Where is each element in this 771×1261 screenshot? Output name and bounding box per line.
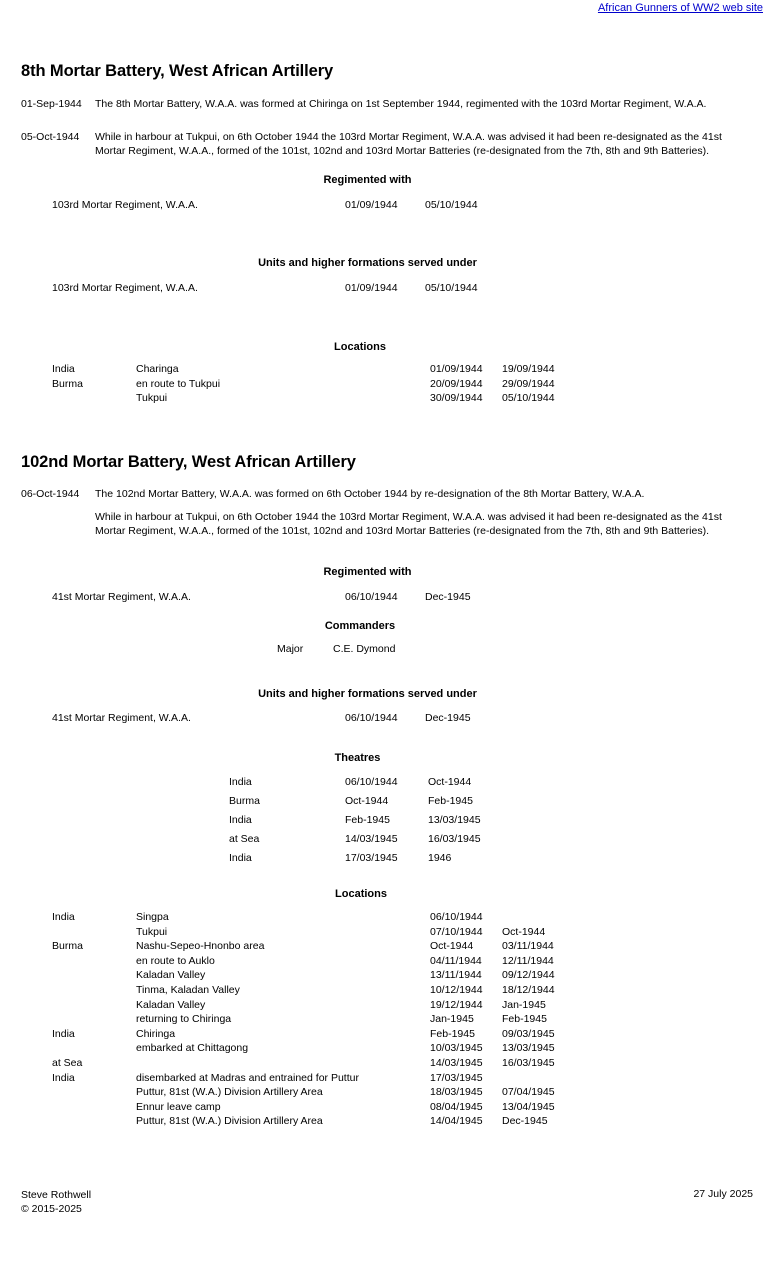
table-row — [0, 795, 771, 814]
to-date: 09/12/1944 — [502, 969, 555, 982]
event-date: 01-Sep-1944 — [21, 98, 82, 110]
commanders-table-unit-2 — [0, 643, 771, 658]
from-date: 10/12/1944 — [430, 983, 483, 996]
commander-rank: Major — [277, 643, 304, 655]
table-row — [0, 378, 771, 393]
location-place: en route to Tukpui — [136, 377, 221, 390]
page-title-unit-1: 8th Mortar Battery, West African Artillery — [21, 62, 334, 80]
from-date: 14/04/1945 — [430, 1115, 483, 1128]
theatre-name: Burma — [229, 795, 260, 807]
from-date: 17/03/1945 — [345, 852, 398, 864]
to-date: Oct-1944 — [502, 925, 546, 938]
to-date: 05/10/1944 — [425, 199, 478, 211]
to-date: 05/10/1944 — [502, 392, 555, 405]
to-date: 12/11/1944 — [502, 954, 554, 967]
location-country: at Sea — [52, 1056, 83, 1069]
event-text: While in harbour at Tukpui, on 6th October 1944 the 103rd Mortar Regiment, W.A.A. was advised it had been re-designated as the 41st Mortar Regiment, W.A.A., formed of the 101st, 102nd and 103rd Mortar Batteries (re-designated from the 7th, 8th and 9th Batteries). — [95, 511, 722, 537]
section-heading-theatres: Theatres — [334, 752, 381, 764]
unit-name: 103rd Mortar Regiment, W.A.A. — [52, 282, 198, 294]
site-link-bar — [598, 2, 763, 14]
theatre-name: India — [229, 852, 252, 864]
table-row — [0, 814, 771, 833]
table-row — [0, 1115, 771, 1130]
to-date: 1946 — [428, 852, 452, 864]
section-heading-served-under: Units and higher formations served under — [258, 688, 477, 700]
table-row — [0, 282, 771, 297]
table-row — [0, 1028, 771, 1043]
section-heading-served-under: Units and higher formations served under — [258, 257, 477, 269]
from-date: 30/09/1944 — [430, 392, 483, 405]
table-row — [0, 969, 771, 984]
from-date: 08/04/1945 — [430, 1100, 483, 1113]
african-gunners-site-link[interactable]: African Gunners of WW2 web site — [597, 2, 763, 14]
footer-author-block — [21, 1188, 91, 1216]
event-date: 06-Oct-1944 — [21, 488, 80, 500]
location-place: Nashu-Sepeo-Hnonbo area — [136, 940, 265, 953]
to-date: 13/04/1945 — [502, 1100, 555, 1113]
footer-copyright: © 2015-2025 — [21, 1203, 82, 1215]
to-date: Oct-1944 — [428, 776, 472, 788]
from-date: Oct-1944 — [430, 940, 474, 953]
to-date: Feb-1945 — [428, 795, 473, 807]
location-place: returning to Chiringa — [136, 1013, 232, 1026]
table-row — [0, 1013, 771, 1028]
to-date: Dec-1945 — [425, 712, 471, 724]
from-date: 14/03/1945 — [345, 833, 398, 845]
to-date: Feb-1945 — [502, 1013, 547, 1026]
to-date: 07/04/1945 — [502, 1086, 555, 1099]
location-place: Tinma, Kaladan Valley — [136, 983, 240, 996]
section-heading-locations: Locations — [335, 888, 387, 900]
section-heading-locations: Locations — [334, 341, 386, 353]
event-text: The 8th Mortar Battery, W.A.A. was formed at Chiringa on 1st September 1944, regimented with the 103rd Mortar Regiment, W.A.A. — [95, 98, 707, 110]
to-date: 03/11/1944 — [502, 940, 554, 953]
from-date: 01/09/1944 — [430, 363, 483, 375]
table-row — [0, 833, 771, 852]
location-country: India — [52, 363, 75, 375]
footer-author: Steve Rothwell — [21, 1189, 92, 1201]
section-heading-commanders: Commanders — [324, 620, 396, 632]
table-row — [0, 591, 771, 606]
location-place: embarked at Chittagong — [136, 1042, 249, 1055]
to-date: Dec-1945 — [502, 1115, 548, 1128]
theatre-name: at Sea — [229, 833, 260, 845]
unit-name: 103rd Mortar Regiment, W.A.A. — [52, 199, 198, 211]
event-date: 05-Oct-1944 — [21, 131, 80, 143]
table-row — [0, 1057, 771, 1072]
to-date: Jan-1945 — [502, 998, 546, 1011]
from-date: Jan-1945 — [430, 1013, 474, 1026]
table-row — [0, 643, 771, 658]
from-date: 01/09/1944 — [345, 282, 398, 294]
page-title-unit-2: 102nd Mortar Battery, West African Artillery — [21, 453, 356, 471]
table-row — [0, 199, 771, 214]
from-date: 19/12/1944 — [430, 998, 483, 1011]
to-date: 16/03/1945 — [502, 1056, 555, 1069]
table-row — [0, 955, 771, 970]
location-country: India — [52, 1071, 75, 1084]
event-text: While in harbour at Tukpui, on 6th October 1944 the 103rd Mortar Regiment, W.A.A. was advised it had been re-designated as the 41st Mortar Regiment, W.A.A., formed of the 101st, 102nd and 103rd Mortar Batteries (re-designated from the 7th, 8th and 9th Batteries). — [95, 131, 722, 157]
table-row — [0, 1101, 771, 1116]
table-row — [0, 712, 771, 727]
to-date: Dec-1945 — [425, 591, 471, 603]
from-date: Oct-1944 — [345, 795, 389, 807]
unit-name: 41st Mortar Regiment, W.A.A. — [52, 591, 191, 603]
location-place: en route to Auklo — [136, 954, 215, 967]
from-date: 18/03/1945 — [430, 1086, 483, 1099]
to-date: 18/12/1944 — [502, 983, 555, 996]
from-date: 17/03/1945 — [430, 1071, 483, 1084]
to-date: 19/09/1944 — [502, 363, 555, 375]
section-heading-regimented-with: Regimented with — [323, 174, 412, 186]
to-date: 05/10/1944 — [425, 282, 478, 294]
locations-table-unit-1 — [0, 363, 771, 407]
table-row — [0, 1042, 771, 1057]
from-date: Feb-1945 — [430, 1027, 475, 1040]
unit-name: 41st Mortar Regiment, W.A.A. — [52, 712, 191, 724]
from-date: 06/10/1944 — [345, 712, 398, 724]
table-row — [0, 776, 771, 795]
location-place: Tukpui — [136, 925, 168, 938]
regimented-with-table-unit-1 — [0, 199, 771, 214]
to-date: 16/03/1945 — [428, 833, 481, 845]
location-country: India — [52, 1027, 75, 1040]
from-date: 20/09/1944 — [430, 377, 483, 390]
table-row — [0, 926, 771, 941]
table-row — [0, 1072, 771, 1087]
location-country: Burma — [52, 377, 83, 390]
table-row — [0, 911, 771, 926]
to-date: 09/03/1945 — [502, 1027, 555, 1040]
location-place: Ennur leave camp — [136, 1100, 221, 1113]
from-date: 06/10/1944 — [430, 911, 483, 923]
location-place: Tukpui — [136, 392, 168, 405]
location-place: disembarked at Madras and entrained for Puttur — [136, 1071, 359, 1084]
table-row — [0, 852, 771, 871]
section-heading-regimented-with: Regimented with — [323, 566, 412, 578]
location-place: Kaladan Valley — [136, 969, 206, 982]
table-row — [0, 940, 771, 955]
table-row — [0, 1086, 771, 1101]
from-date: 13/11/1944 — [430, 969, 482, 982]
from-date: 04/11/1944 — [430, 954, 482, 967]
served-under-table-unit-2 — [0, 712, 771, 727]
to-date: 13/03/1945 — [502, 1042, 555, 1055]
location-place: Singpa — [136, 911, 169, 923]
location-place: Chiringa — [136, 1027, 176, 1040]
from-date: 07/10/1944 — [430, 925, 483, 938]
from-date: 14/03/1945 — [430, 1056, 483, 1069]
to-date: 29/09/1944 — [502, 377, 555, 390]
theatres-table-unit-2 — [0, 776, 771, 871]
from-date: 06/10/1944 — [345, 591, 398, 603]
table-row — [0, 392, 771, 407]
location-place: Charinga — [136, 363, 179, 375]
to-date: 13/03/1945 — [428, 814, 481, 826]
location-country: India — [52, 911, 75, 923]
location-place: Puttur, 81st (W.A.) Division Artillery Area — [136, 1086, 323, 1099]
location-country: Burma — [52, 940, 83, 953]
theatre-name: India — [229, 814, 252, 826]
from-date: 06/10/1944 — [345, 776, 398, 788]
regimented-with-table-unit-2 — [0, 591, 771, 606]
footer-date: 27 July 2025 — [693, 1188, 753, 1200]
table-row — [0, 999, 771, 1014]
from-date: Feb-1945 — [345, 814, 390, 826]
locations-table-unit-2 — [0, 911, 771, 1130]
from-date: 10/03/1945 — [430, 1042, 483, 1055]
table-row — [0, 984, 771, 999]
commander-name: C.E. Dymond — [333, 643, 396, 655]
from-date: 01/09/1944 — [345, 199, 398, 211]
table-row — [0, 363, 771, 378]
location-place: Kaladan Valley — [136, 998, 206, 1011]
event-text: The 102nd Mortar Battery, W.A.A. was formed on 6th October 1944 by re-designation of the 8th Mortar Battery, W.A.A. — [95, 488, 645, 500]
served-under-table-unit-1 — [0, 282, 771, 297]
location-place: Puttur, 81st (W.A.) Division Artillery Area — [136, 1115, 323, 1128]
theatre-name: India — [229, 776, 252, 788]
